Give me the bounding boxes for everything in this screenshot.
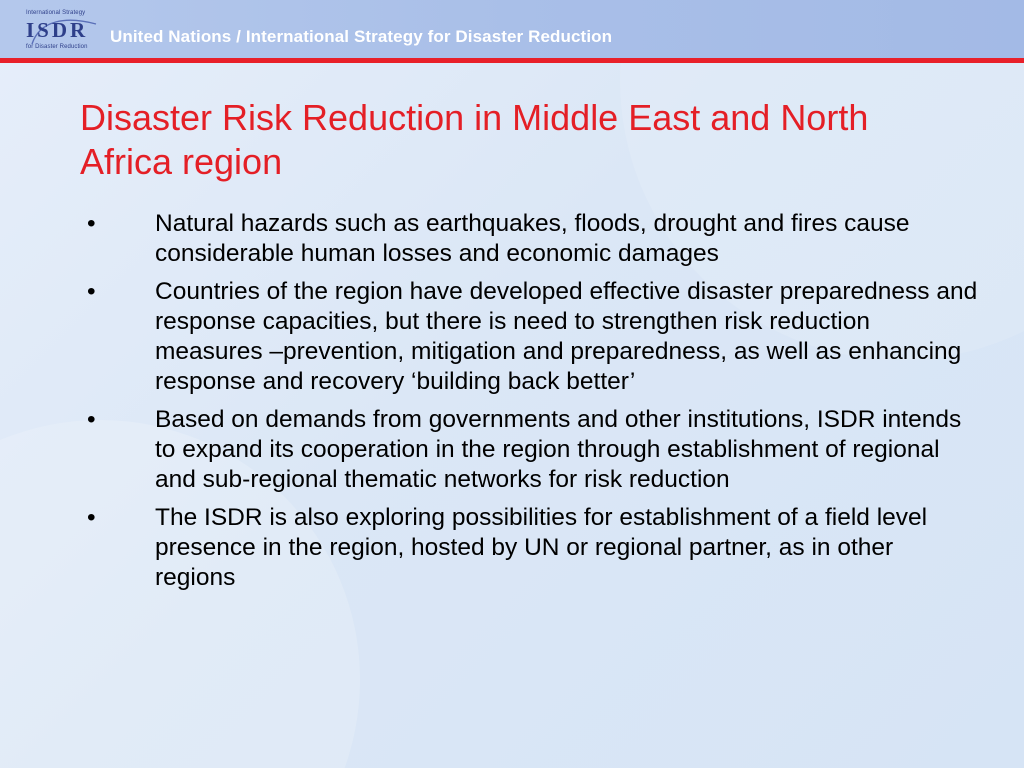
bullet-list xyxy=(80,209,980,601)
bullet-icon: • xyxy=(87,210,96,237)
bullet-icon: • xyxy=(87,278,96,305)
slide-title-line-2: Africa region xyxy=(80,141,283,182)
slide-title-line-1: Disaster Risk Reduction in Middle East and North xyxy=(80,97,869,138)
isdr-logo xyxy=(26,10,100,52)
bullet-text: The ISDR is also exploring possibilities for establishment of a field level presence in the region, hosted by UN or regional partner, as in other regions xyxy=(155,504,928,591)
bullet-item xyxy=(80,209,980,269)
bullet-icon: • xyxy=(87,406,96,433)
header-divider xyxy=(0,58,1024,63)
header-band xyxy=(0,0,1024,58)
slide-title xyxy=(80,96,980,184)
bullet-text: Natural hazards such as earthquakes, floods, drought and fires cause considerable human losses and economic damages xyxy=(155,210,910,267)
header-title: United Nations / International Strategy for Disaster Reduction xyxy=(110,27,613,46)
logo-bottom-text: for Disaster Reduction xyxy=(26,44,88,50)
bullet-item xyxy=(80,405,980,495)
bullet-item xyxy=(80,503,980,593)
logo-top-text: International Strategy xyxy=(26,10,86,16)
bullet-text: Countries of the region have developed effective disaster preparedness and response capacities, but there is need to strengthen risk reduction measures –prevention, mitigation and preparedness, as well as enhancing response and recovery ‘building back better’ xyxy=(155,278,978,395)
bullet-item xyxy=(80,277,980,397)
bullet-icon: • xyxy=(87,504,96,531)
logo-mark: ISDR xyxy=(26,18,89,42)
bullet-text: Based on demands from governments and other institutions, ISDR intends to expand its cooperation in the region through establishment of regional and sub-regional thematic networks for risk reduction xyxy=(155,406,962,493)
